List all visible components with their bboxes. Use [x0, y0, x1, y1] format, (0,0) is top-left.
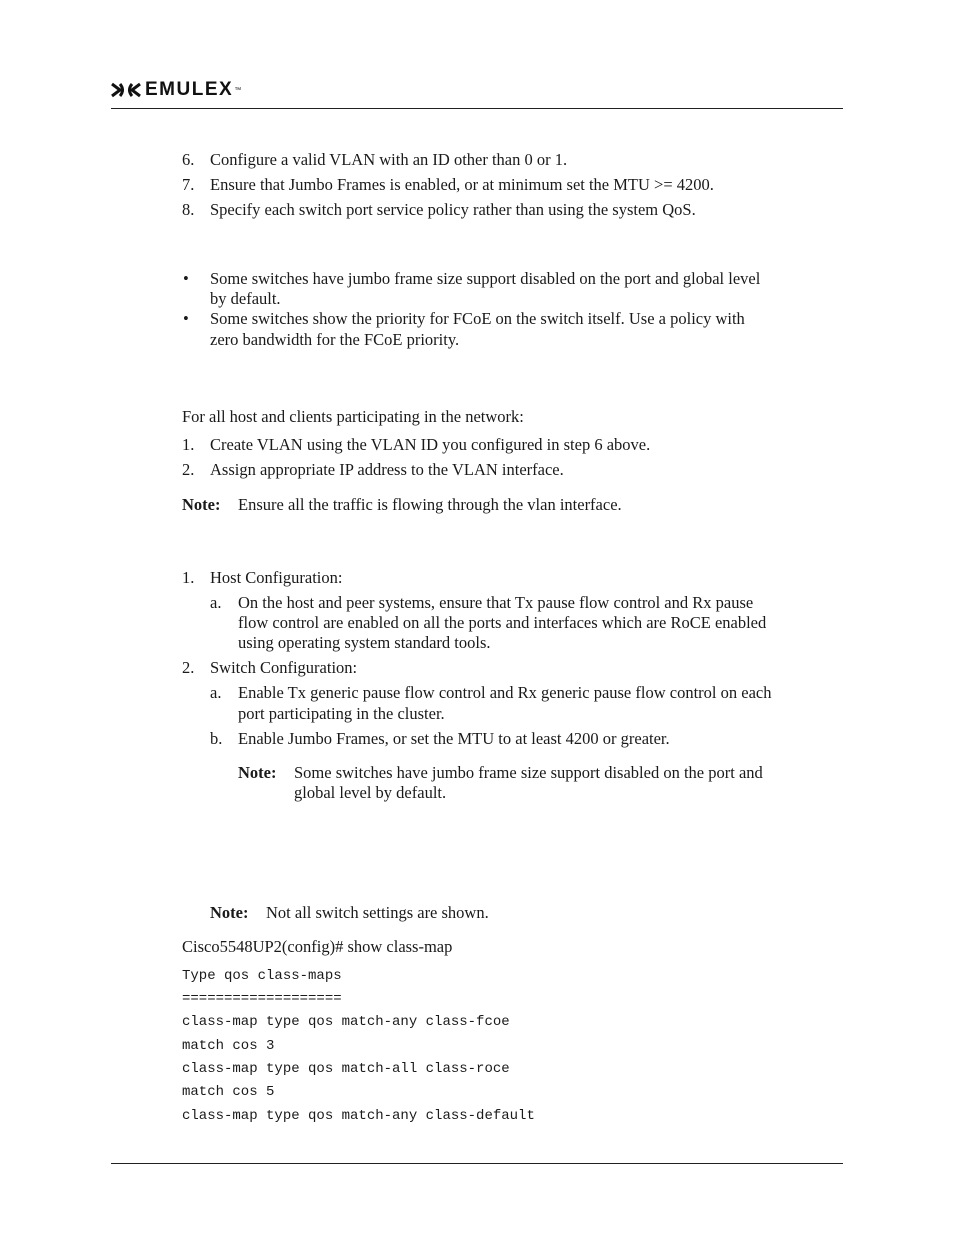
code-line: match cos 3: [182, 1038, 275, 1054]
switch-command: Cisco5548UP2(config)# show class-map: [182, 937, 453, 956]
footer-rule: [111, 1163, 843, 1164]
note-label: Note:: [238, 763, 277, 782]
note-text: Ensure all the traffic is flowing through the vlan interface.: [238, 495, 622, 514]
emulex-logo: [111, 79, 241, 101]
host-note: [182, 495, 622, 515]
note-text: Some switches have jumbo frame size support disabled on the port and: [294, 763, 763, 782]
host-intro: For all host and clients participating in the network:: [182, 407, 524, 426]
emulex-mark-icon: [111, 82, 141, 98]
note-label: Note:: [182, 495, 221, 514]
code-line: class-map type qos match-any class-default: [182, 1108, 535, 1124]
example-note: [210, 903, 489, 923]
bullet-icon: •: [183, 269, 189, 288]
switch-note: [238, 763, 763, 783]
code-line: class-map type qos match-all class-roce: [182, 1061, 510, 1077]
code-line: ===================: [182, 991, 342, 1007]
trademark-symbol: ™: [234, 86, 242, 94]
brand-name: EMULEX: [145, 79, 234, 100]
code-line: class-map type qos match-any class-fcoe: [182, 1014, 510, 1030]
note-text: Not all switch settings are shown.: [266, 903, 489, 922]
note-text-continuation: global level by default.: [294, 783, 447, 802]
bullet-icon: •: [183, 309, 189, 328]
note-label: Note:: [210, 903, 249, 922]
header-rule: [111, 108, 843, 109]
code-line: match cos 5: [182, 1084, 275, 1100]
code-line: Type qos class-maps: [182, 968, 342, 984]
